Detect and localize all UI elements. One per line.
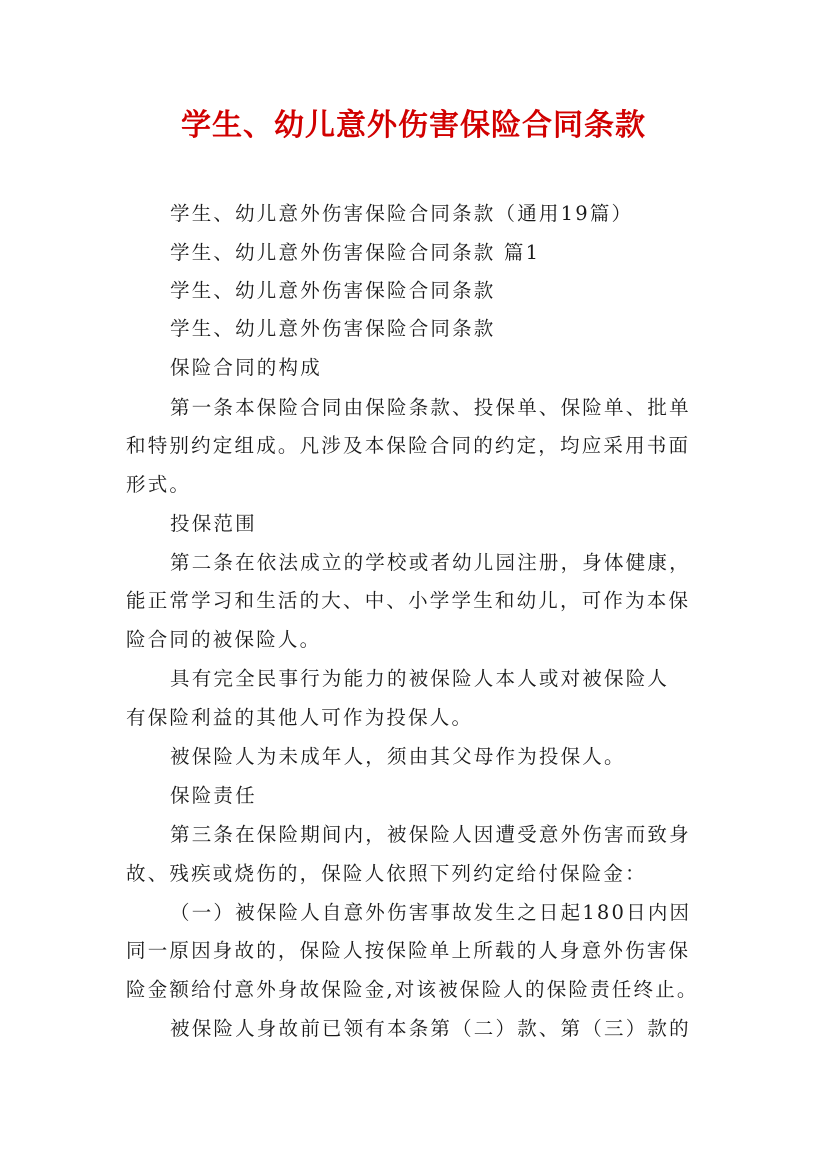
- text-line: 有保险利益的其他人可作为投保人。: [126, 706, 474, 729]
- text-line: 形式。: [126, 473, 192, 496]
- text-line: 和特别约定组成。凡涉及本保险合同的约定，均应采用书面: [126, 434, 691, 457]
- text-line: （一）被保险人自意外伤害事故发生之日起180日内因: [170, 901, 692, 924]
- section-heading: 投保范围: [170, 512, 257, 535]
- section-heading: 保险责任: [170, 784, 257, 807]
- text-line: 第三条在保险期间内，被保险人因遭受意外伤害而致身: [170, 823, 691, 846]
- text-line: 险金额给付意外身故保险金,对该被保险人的保险责任终止。: [126, 978, 699, 1001]
- document-title: 学生、幼儿意外伤害保险合同条款: [181, 108, 646, 143]
- section-heading: 保险合同的构成: [170, 356, 322, 379]
- text-line: 具有完全民事行为能力的被保险人本人或对被保险人: [170, 667, 670, 690]
- text-line: 学生、幼儿意外伤害保险合同条款（通用19篇）: [170, 202, 634, 225]
- text-line: 学生、幼儿意外伤害保险合同条款: [170, 279, 496, 302]
- text-line: 第一条本保险合同由保险条款、投保单、保险单、批单: [170, 396, 691, 419]
- text-line: 险合同的被保险人。: [126, 628, 322, 651]
- text-line: 同一原因身故的，保险人按保险单上所载的人身意外伤害保: [126, 939, 691, 962]
- text-line: 第二条在依法成立的学校或者幼儿园注册，身体健康，: [170, 551, 691, 574]
- text-line: 故、残疾或烧伤的，保险人依照下列约定给付保险金：: [126, 862, 647, 885]
- text-line: 学生、幼儿意外伤害保险合同条款 篇1: [170, 241, 541, 264]
- text-line: 被保险人为未成年人，须由其父母作为投保人。: [170, 745, 626, 768]
- text-line: 能正常学习和生活的大、中、小学学生和幼儿，可作为本保: [126, 589, 691, 612]
- text-line: 被保险人身故前已领有本条第（二）款、第（三）款的: [170, 1017, 691, 1040]
- text-line: 学生、幼儿意外伤害保险合同条款: [170, 317, 496, 340]
